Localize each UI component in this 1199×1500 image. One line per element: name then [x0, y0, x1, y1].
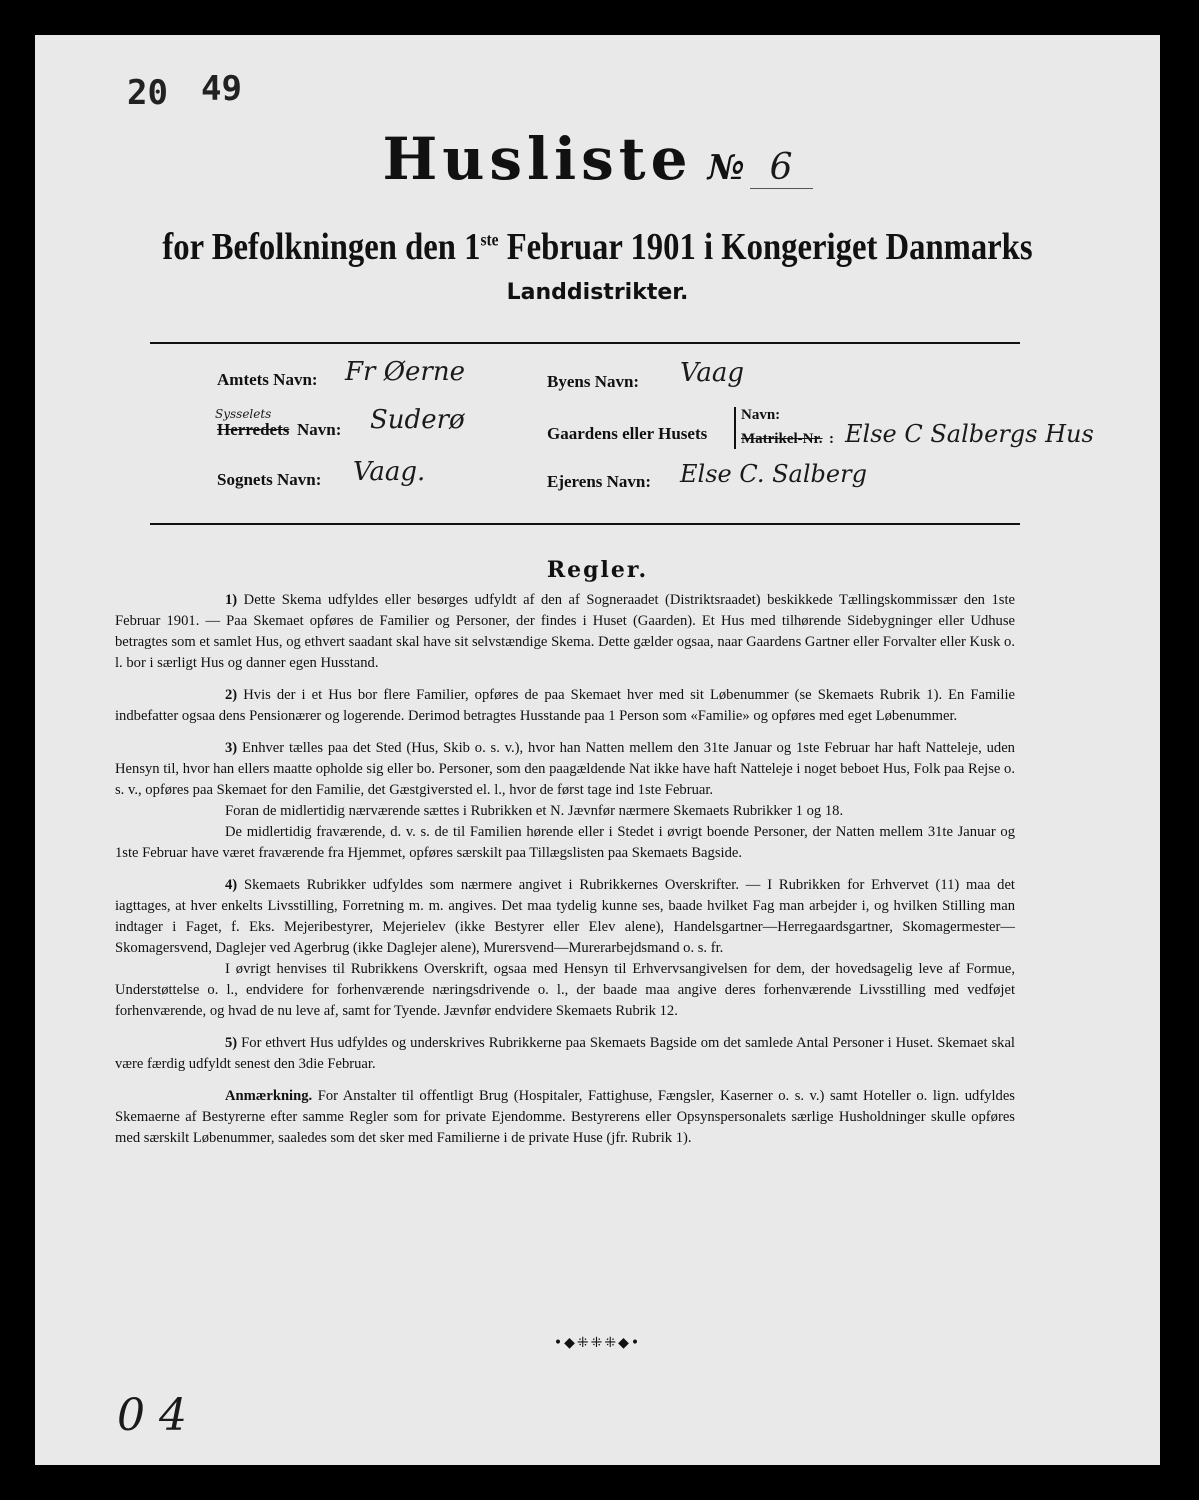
rule-number: 4) [225, 877, 238, 893]
annotation-text: For Anstalter til offentligt Brug (Hospitaler, Fattighuse, Fængsler, Kaserner o. s. v.) samt Hoteller o. lign. udfyldes Skemaerne af Bestyrerne efter samme Regler som for private Ejendomme. Bestyrerens eller Opsynspersonalets særlige Husholdninger skulle opføres med særskilt Løbenummer, saaledes som det sker med Familierne i de private Huse (jfr. Rubrik 1). [115, 1088, 1015, 1146]
rule-4-cont [115, 959, 1015, 1022]
title-number-label: № [707, 148, 745, 188]
annotation [115, 1086, 1015, 1149]
corner-handwritten-mark: 0 4 [117, 1390, 187, 1441]
rule-4 [115, 875, 1015, 959]
rule-text: De midlertidig fraværende, d. v. s. de til Familien hørende eller i Stedet i øvrigt boende Personer, der Natten mellem 31te Januar og 1ste Februar have været fraværende fra Hjemmet, opføres særskilt paa Tillægslisten paa Skemaets Bagside. [115, 824, 1015, 861]
form-title [35, 125, 1160, 193]
sogn-label: Sognets Navn: [217, 470, 322, 489]
rule-5 [115, 1033, 1015, 1075]
rule-1 [115, 590, 1015, 674]
district-type: Landdistrikter. [506, 280, 689, 305]
rule-2 [115, 685, 1015, 727]
herred-value: Suderø [370, 405, 465, 435]
rule-number: 2) [225, 687, 238, 703]
navn-label: Navn: [741, 407, 781, 423]
rule-text: Enhver tælles paa det Sted (Hus, Skib o. s. v.), hvor han Natten mellem den 31te Januar og 1ste Februar har haft Natteleje, uden Hensyn til, hvor han ellers maatte opholde sig eller bo. Personer, som den paagældende Nat ikke have haft Natteleje i noget beboet Hus, Folk paa Rejse o. s. v., opføres paa Skemaet for den Familie, det Gæstgiversted el. l., hvor de først tage ind 1ste Februar. [115, 740, 1015, 798]
gaard-label: Gaardens eller Husets [547, 424, 708, 443]
rule-number: 1) [225, 592, 238, 608]
rule-number: 3) [225, 740, 238, 756]
rules-heading: Regler. [546, 557, 649, 583]
title-husliste: Husliste [382, 125, 693, 193]
rules-body [115, 590, 1015, 1160]
census-form-page [35, 35, 1160, 1465]
subtitle-pre: for Befolkningen den 1 [162, 226, 481, 268]
rule-text: Skemaets Rubrikker udfyldes som nærmere angivet i Rubrikkernes Overskrifter. — I Rubrikken for Erhvervet (11) maa det iagttages, at hver enkelts Livsstilling, Forretning m. m. angives. Det maa tydelig kunne ses, baade hvilket Fag man arbejder i, og hvilken Stilling man indtager i Faget, f. Eks. Mejeribestyrer, Mejerielev (ikke Bestyrer eller Elev alene), Handelsgartner—Herregaardsgartner, Skomagermester—Skomagersvend, Daglejer ved Agerbrug (ikke Daglejer alene), Murersvend—Murerarbejdsmand o. s. fr. [115, 877, 1015, 956]
amt-value: Fr Øerne [345, 357, 465, 387]
sogn-value: Vaag. [353, 457, 426, 487]
rule-number: 5) [225, 1035, 238, 1051]
rule-3-cont-a [115, 801, 1015, 822]
rule-3-cont-b [115, 822, 1015, 864]
archive-stamp-number-left: 20 [127, 73, 168, 113]
form-subtitle [114, 225, 1082, 269]
rule-text: I øvrigt henvises til Rubrikkens Overskrift, ogsaa med Hensyn til Erhvervsangivelsen for dem, der hovedsagelig leve af Formue, Understøttelse o. l., endvidere for forhenværende næringsdrivende o. l., der baade maa angive deres forhenværende Livsstilling med vedføjet forhenværende, og hvad de nu leve af, samt for Tyende. Jævnfør endvidere Skemaets Rubrik 12. [115, 961, 1015, 1019]
matrikel-struck-label: Matrikel-Nr. [741, 431, 823, 447]
gaard-brace [734, 407, 736, 449]
herred-replacement: Sysselets [215, 407, 272, 421]
subtitle-sup: ste [480, 229, 499, 250]
annotation-label: Anmærkning. [225, 1088, 313, 1104]
herred-label: Navn: [297, 420, 342, 439]
top-divider [150, 342, 1020, 344]
by-label: Byens Navn: [547, 372, 640, 391]
amt-label: Amtets Navn: [217, 370, 318, 389]
ornament-divider: •◆⁜⁜⁜◆• [553, 1335, 642, 1351]
ejer-value: Else C. Salberg [680, 460, 867, 488]
subtitle-post: Februar 1901 i Kongeriget Danmarks [498, 226, 1033, 268]
bottom-divider [150, 523, 1020, 525]
rule-text: Dette Skema udfyldes eller besørges udfyldt af den af Sogneraadet (Distriktsraadet) beskikkede Tællingskommissær den 1ste Februar 1901. — Paa Skemaet opføres de Familier og Personer, der findes i Huset (Gaarden). Et Hus med tilhørende Sidebygninger eller Udhuse betragtes som et samlet Hus, og ethvert saadant skal have sit selvstændige Skema. Dette gælder ogsaa, naar Gaardens Gartner eller Forvalter eller Kusk o. l. bor i særligt Hus og danner egen Husstand. [115, 592, 1015, 671]
gaard-value: Else C Salbergs Hus [845, 420, 1094, 448]
matrikel-colon: : [829, 431, 834, 447]
rule-text: Hvis der i et Hus bor flere Familier, opføres de paa Skemaet hver med sit Løbenummer (se Skemaets Rubrik 1). En Familie indbefatter ogsaa dens Pensionærer og logerende. Derimod betragtes Husstande paa 1 Person som «Familie» og opføres med eget Løbenummer. [115, 687, 1015, 724]
rule-text: Foran de midlertidig nærværende sættes i Rubrikken et N. Jævnfør nærmere Skemaets Rubrikker 1 og 18. [225, 803, 844, 819]
herred-struck-label: Herredets [217, 420, 290, 439]
rule-3 [115, 738, 1015, 801]
by-value: Vaag [680, 358, 745, 388]
archive-stamp-number-right: 49 [201, 69, 242, 109]
ejer-label: Ejerens Navn: [547, 472, 652, 491]
title-number-value: 6 [750, 147, 813, 189]
rule-text: For ethvert Hus udfyldes og underskrives Rubrikkerne paa Skemaets Bagside om det samlede Antal Personer i Huset. Skemaet skal være færdig udfyldt senest den 3die Februar. [115, 1035, 1015, 1072]
